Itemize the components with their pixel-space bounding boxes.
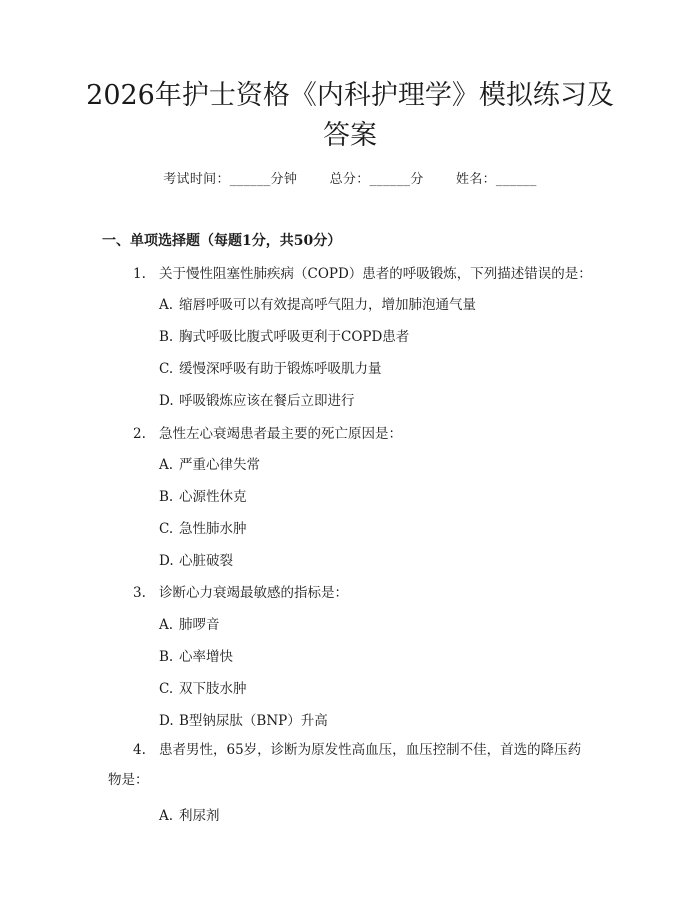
question-3-option-b (159, 645, 233, 665)
option-letter: D. (159, 553, 174, 569)
question-3-option-c (159, 677, 247, 697)
section-heading: 一、单项选择题（每题1分，共50分） (102, 233, 342, 249)
option-text: 缓慢深呼吸有助于锻炼呼吸肌力量 (179, 361, 382, 377)
exam-time: 考试时间：______分钟 (163, 172, 298, 187)
question-1 (133, 262, 593, 282)
document-title (60, 76, 640, 156)
question-text: 急性左心衰竭患者最主要的死亡原因是： (159, 426, 402, 442)
title-line-1: 2026年护士资格《内科护理学》模拟练习及 (86, 80, 614, 111)
option-text: 利尿剂 (179, 808, 220, 824)
question-4-option-a (159, 804, 220, 824)
option-text: 心率增快 (179, 649, 233, 665)
option-text: 双下肢水肿 (179, 681, 247, 697)
option-letter: D. (159, 393, 174, 409)
question-2-option-d (159, 549, 233, 569)
option-text: 呼吸锻炼应该在餐后立即进行 (179, 393, 355, 409)
exam-name: 姓名：______ (456, 172, 537, 187)
question-2-option-c (159, 517, 247, 537)
option-text: 缩唇呼吸可以有效提高呼气阻力，增加肺泡通气量 (179, 297, 476, 313)
question-2 (133, 422, 593, 442)
option-text: 心脏破裂 (179, 553, 233, 569)
question-1-option-b (159, 325, 409, 345)
exam-meta (0, 168, 700, 187)
option-letter: B. (159, 329, 174, 345)
option-letter: B. (159, 489, 174, 505)
option-text: 心源性休克 (179, 489, 247, 505)
option-text: B型钠尿肽（BNP）升高 (179, 713, 328, 729)
question-text-line-1: 4. 患者男性，65岁，诊断为原发性高血压，血压控制不佳，首选的降压药 (108, 735, 598, 765)
option-letter: C. (159, 681, 174, 697)
question-text: 关于慢性阻塞性肺疾病（COPD）患者的呼吸锻炼，下列描述错误的是： (159, 266, 592, 282)
title-line-2: 答案 (323, 120, 377, 151)
question-number: 4. (133, 742, 146, 758)
option-text: 胸式呼吸比腹式呼吸更利于COPD患者 (179, 329, 410, 345)
question-text-line-2: 物是： (108, 772, 149, 788)
question-2-option-a (159, 453, 260, 473)
question-2-option-b (159, 485, 247, 505)
option-text: 急性肺水肿 (179, 521, 247, 537)
option-letter: C. (159, 361, 174, 377)
option-letter: D. (159, 713, 174, 729)
question-3 (133, 581, 593, 601)
question-1-option-d (159, 389, 355, 409)
option-text: 严重心律失常 (179, 457, 260, 473)
question-text: 诊断心力衰竭最敏感的指标是： (159, 585, 348, 601)
question-number: 1. (133, 266, 146, 282)
question-1-option-c (159, 357, 382, 377)
question-1-option-a (159, 293, 476, 313)
question-3-option-a (159, 613, 220, 633)
option-letter: A. (159, 617, 174, 633)
option-letter: C. (159, 521, 174, 537)
question-4 (108, 735, 598, 795)
question-number: 2. (133, 426, 146, 442)
exam-score: 总分：______分 (329, 172, 424, 187)
option-letter: A. (159, 457, 174, 473)
option-letter: A. (159, 808, 174, 824)
question-3-option-d (159, 709, 328, 729)
option-text: 肺啰音 (179, 617, 220, 633)
question-number: 3. (133, 585, 146, 601)
option-letter: A. (159, 297, 174, 313)
option-letter: B. (159, 649, 174, 665)
